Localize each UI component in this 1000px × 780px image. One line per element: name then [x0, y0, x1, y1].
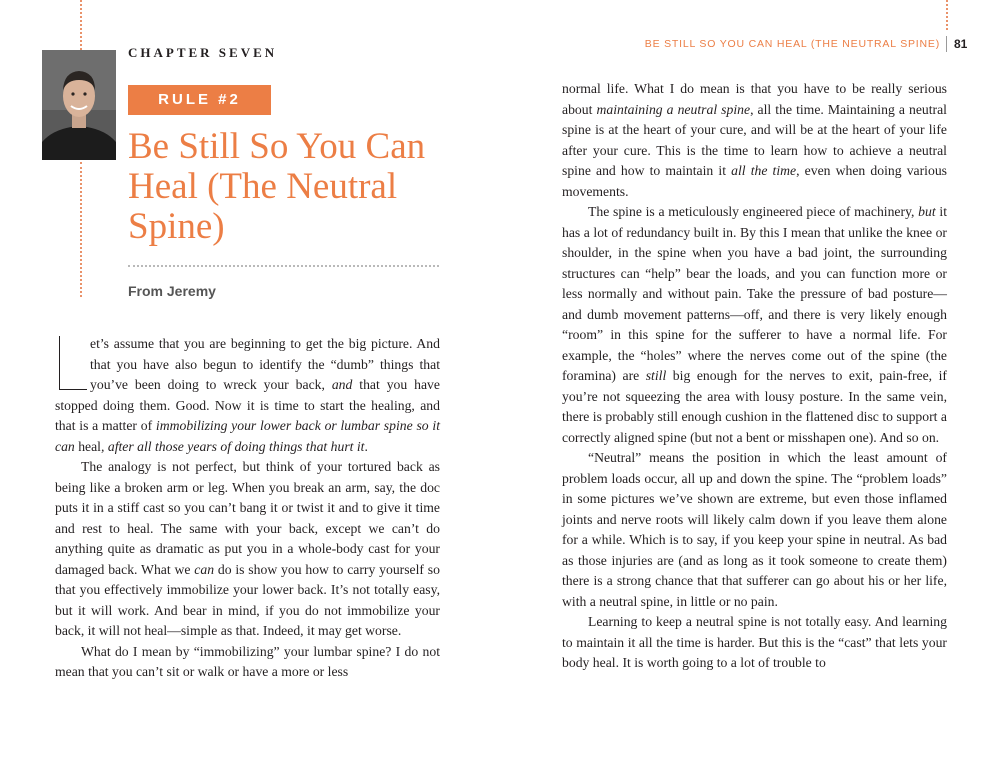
emphasis: can [194, 561, 215, 577]
emphasis: immobilizing your lower back or lumbar spine so it can [55, 418, 441, 454]
left-margin-dotted-rule [80, 0, 82, 50]
emphasis: maintaining a neutral spine [596, 101, 751, 117]
chapter-label: CHAPTER SEVEN [128, 45, 278, 60]
text-span: et’s assume that you are beginning to get the big picture. And that you have also begun to identify the “dumb” things that you’ve been doing to wreck your back, [90, 336, 440, 392]
byline: From Jeremy [128, 283, 216, 299]
text-span: What do I mean by “immobilizing” your lumbar spine? I do not mean that you can’t sit or walk or have a more or less [55, 643, 440, 679]
dropcap [55, 336, 88, 390]
body-paragraph [562, 202, 947, 448]
body-paragraph [55, 457, 440, 642]
running-head-separator [946, 36, 947, 52]
left-body-column [55, 334, 440, 683]
rule-badge: RULE #2 [128, 85, 271, 115]
text-span: it has a lot of redundancy built in. By this I mean that unlike the knee or shoulder, in the spine when you have a bad joint, the surrounding structures can “help” bear the loads, and you can function more or less normally and without pain. Take the pressure of bad posture—and dumb movement patterns—off, and there is very likely enough “room” in this spine for the sufferer to have a normal life. For example, the “holes” where the nerves come out of the spine (the foramina) are [562, 204, 947, 383]
text-span: that you have stopped doing them. Good. Now it is time to start the healing, and that is a matter of [55, 377, 440, 433]
right-body-column [562, 79, 947, 674]
left-margin-dotted-rule-lower [80, 162, 82, 297]
emphasis: still [645, 368, 667, 383]
body-paragraph [562, 79, 947, 202]
author-portrait-icon [42, 50, 116, 160]
emphasis: but [918, 204, 936, 219]
text-span: normal life. What I do mean is that you have to be really serious about [562, 81, 947, 117]
emphasis: and [331, 377, 353, 392]
body-paragraph [562, 448, 947, 612]
text-span: “Neutral” means the position in which the least amount of problem loads occur, all up and down the spine. The “problem loads” in some pictures we’ve shown are extreme, but even those inflamed joints and nerve roots will likely calm down if you leave them alone for a while. Which is to say, if you keep your spine in neutral. As bad as those injuries are (and as long as it took someone to create them) there is a strong chance that that sufferer can go about his or her life, with a neutral spine, in little or no pain. [562, 450, 947, 609]
text-span: , even when doing various movements. [562, 163, 947, 199]
text-span: heal [74, 438, 101, 454]
text-span: , all the time. Maintaining a neutral spine is at the heart of your cure, and will be at the heart of your life after your cure. This is the time to learn how to achieve a neutral spine and how to maintain it [562, 101, 947, 178]
text-span: big enough for the nerves to exit, pain-free, if you’re not squeezing the area with lousy posture. In the same vein, there is probably still enough cushion in the flattened disc to support a correctly aligned spine (but not a bent or misshapen one). And so on. [562, 368, 947, 445]
dropcap-stem [59, 336, 60, 390]
text-span: . [364, 438, 368, 454]
text-span: do is show you how to carry yourself so that you effectively immobilize your lower back. It’s not totally easy, but it will work. And bear in mind, if you do not immobilize your back, it will not heal—simple as that. Indeed, it may get worse. [55, 561, 440, 638]
body-paragraph [55, 334, 440, 457]
emphasis: all the time [731, 163, 797, 178]
running-head: BE STILL SO YOU CAN HEAL (THE NEUTRAL SPINE) [644, 38, 940, 50]
text-span: The spine is a meticulously engineered piece of machinery, [588, 204, 919, 219]
emphasis: , after all those years of doing things that hurt it [101, 438, 365, 454]
right-margin-dotted-rule [946, 0, 948, 30]
text-span: Learning to keep a neutral spine is not totally easy. And learning to maintain it all the time is harder. But this is the “cast” that lets your body heal. It is worth going to a lot of trouble to [562, 614, 947, 670]
body-paragraph [562, 612, 947, 674]
title-divider [128, 265, 439, 267]
page-number: 81 [954, 37, 968, 51]
text-span: The analogy is not perfect, but think of your tortured back as being like a broken arm or leg. When you break an arm, say, the doc puts it in a stiff cast so you can’t bang it or twist it and to give it time and rest to heal. The same with your back, except we can’t do anything quite as dramatic as put you in a whole-body cast for your damaged back. What we [55, 459, 440, 577]
body-paragraph [55, 642, 440, 683]
dropcap-foot [59, 389, 87, 390]
chapter-title: Be Still So You Can Heal (The Neutral Spine) [128, 126, 426, 247]
